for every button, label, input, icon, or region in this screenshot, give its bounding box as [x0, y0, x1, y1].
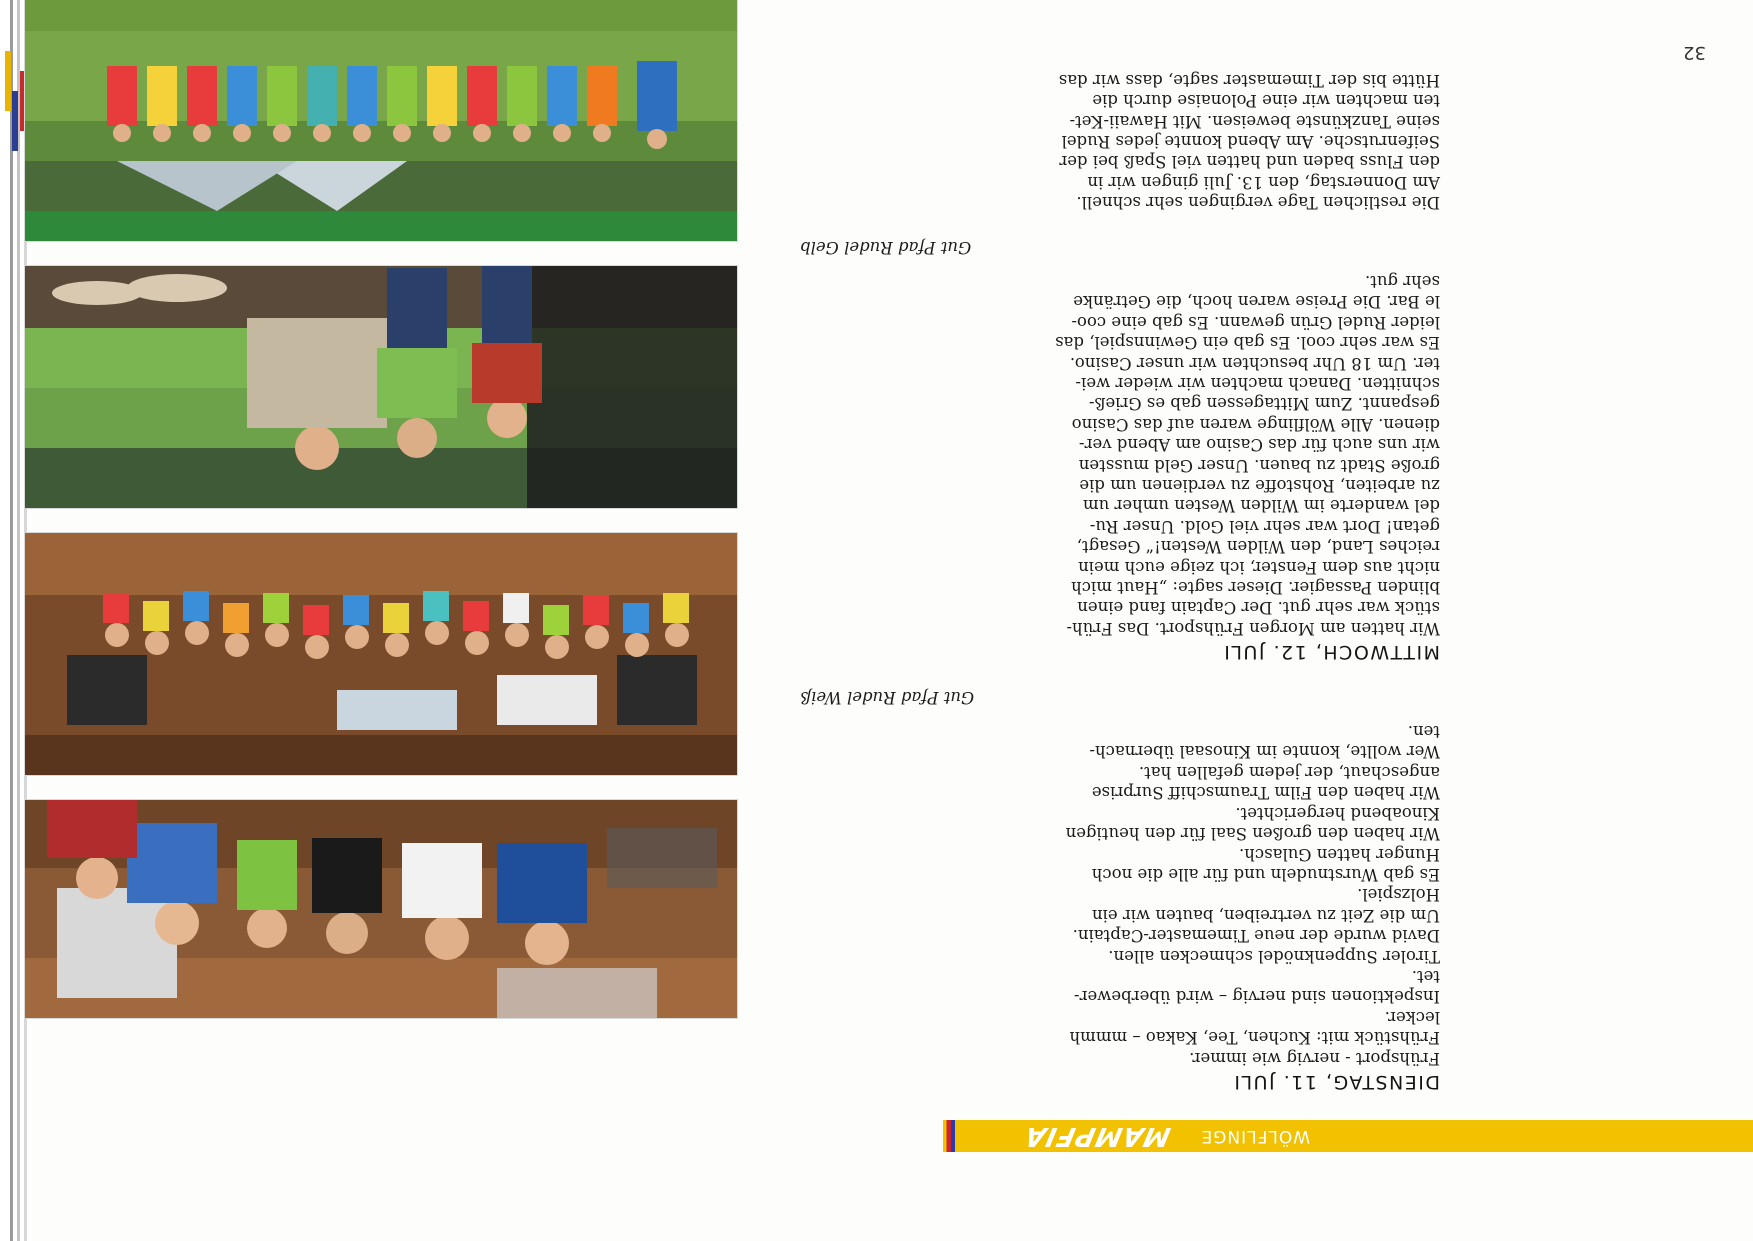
photo-children-meadow — [25, 266, 737, 508]
text-line: dienen. Alle Wölflinge waren auf das Casino — [1071, 414, 1440, 434]
day2-body — [790, 271, 1440, 638]
photo-group-outdoor-mountains — [25, 0, 737, 241]
photo-children-indoor — [25, 800, 737, 1018]
text-line: getan! Dort war sehr viel Gold. Unser Ru- — [1089, 516, 1440, 536]
text-line: del wanderte im Wilden Westen umher um — [1082, 496, 1440, 516]
banner-color-tab — [943, 1120, 955, 1152]
article-text — [790, 69, 1440, 1096]
text-line: zu arbeiten, Rohstoffe zu verdienen um die — [1079, 476, 1440, 496]
text-line: Wir hatten am Morgen Frühsport. Das Früh- — [1066, 618, 1440, 638]
text-line: Am Donnerstag, den 13. Juli gingen wir in — [1087, 172, 1440, 192]
text-line: David wurde der neue Timemaster-Captain. — [1072, 926, 1440, 946]
text-line: ten. — [1407, 722, 1440, 742]
text-line: Seifenrutsche. Am Abend konnte jedes Rudel — [1061, 131, 1440, 151]
text-line: Um die Zeit zu vertreiben, bauten wir ein — [1091, 905, 1440, 925]
text-line: Die restlichen Tage vergingen sehr schnell. — [1076, 193, 1440, 213]
text-line: Wir haben den großen Saal für den heutigen — [1065, 824, 1440, 844]
day1-body — [790, 721, 1440, 1068]
text-line: reiches Land, den Wilden Westen!“ Gesagt, — [1076, 537, 1440, 557]
text-line: Wer wollte, konnte im Kinosaal übernach- — [1089, 742, 1440, 762]
magazine-logo: MAMPFIA — [1021, 1121, 1174, 1151]
text-line: den Fluss baden und hatten viel Spaß bei der — [1059, 152, 1440, 172]
text-line: wir uns auch für das Casino am Abend ver- — [1078, 435, 1440, 455]
text-line: Es gab Wurstnudeln und für alle die noch — [1091, 864, 1440, 884]
text-line: sehr gut. — [1364, 271, 1440, 291]
text-line: Tiroler Suppenknödel schmecken allen. — [1108, 946, 1440, 966]
text-line: große Stadt zu bauen. Unser Geld mussten — [1078, 455, 1440, 475]
text-line: seine Tanzkünste beweisen. Mit Hawaii-Ket- — [1069, 111, 1440, 131]
text-line: Kinoabend hergerichtet. — [1235, 803, 1440, 823]
text-line: nicht aus dem Fenster, ich zeige euch mein — [1078, 557, 1440, 577]
text-line: angeschaut, der jedem gefallen hat. — [1138, 762, 1440, 782]
photo-children-indoor-icon — [25, 800, 737, 1018]
day2-heading: MITTWOCH, 12. JULI — [1222, 641, 1440, 664]
text-line: Inspektionen sind nervig – wird überbewer- — [1073, 987, 1440, 1007]
day2-signature: Gut Pfad Rudel Gelb — [800, 237, 972, 257]
text-line: ten machten wir eine Polonaise durch die — [1092, 91, 1440, 111]
edge-mark-yellow — [5, 51, 11, 111]
text-line: Hütte bis der Timemaster sagte, dass wir das — [1058, 70, 1440, 90]
text-line: blinden Passagier. Dieser sagte: „Haut mich — [1071, 578, 1440, 598]
text-line: Frühstück mit: Kuchen, Tee, Kakao – mmmh — [1069, 1028, 1440, 1048]
text-line: stück war sehr gut. Der Captain fand einen — [1077, 598, 1440, 618]
section-banner — [955, 1120, 1753, 1152]
rest-body — [790, 69, 1440, 212]
text-line: Es war sehr cool. Es gab ein Gewinnspiel, das — [1055, 333, 1440, 353]
section-title: WÖLFLINGE — [1200, 1126, 1311, 1146]
text-line: schnitten. Danach machten wir wieder wei- — [1075, 374, 1440, 393]
text-line: Frühsport - nervig wie immer. — [1189, 1048, 1440, 1068]
text-line: Holzspiel. — [1357, 885, 1440, 905]
photo-children-meadow-icon — [25, 266, 737, 508]
photo-group-outdoor-mountains-icon — [25, 0, 737, 241]
photo-group-seated-hall — [25, 533, 737, 775]
text-line: tet. — [1411, 966, 1440, 986]
day1-heading: DIENSTAG, 11. JULI — [1232, 1071, 1440, 1093]
text-line: lecker. — [1384, 1007, 1440, 1027]
text-line: ter. Um 18 Uhr besuchten wir unser Casino. — [1069, 353, 1440, 373]
page-number: 32 — [1683, 42, 1706, 63]
day1-signature: Gut Pfad Rudel Weiß — [800, 687, 975, 707]
text-line: le Bar. Die Preise waren hoch, die Getränke — [1073, 292, 1440, 312]
text-line: leider Rudel Grün gewann. Es gab eine coo- — [1071, 312, 1440, 332]
edge-mark-blue — [12, 91, 18, 151]
text-line: Hunger hatten Gulasch. — [1239, 844, 1440, 864]
text-line: gespannt. Zum Mittagessen gab es Grieß- — [1088, 394, 1440, 414]
photo-group-seated-hall-icon — [25, 533, 737, 775]
text-line: Wir haben den Film Traumschiff Surprise — [1091, 783, 1440, 803]
